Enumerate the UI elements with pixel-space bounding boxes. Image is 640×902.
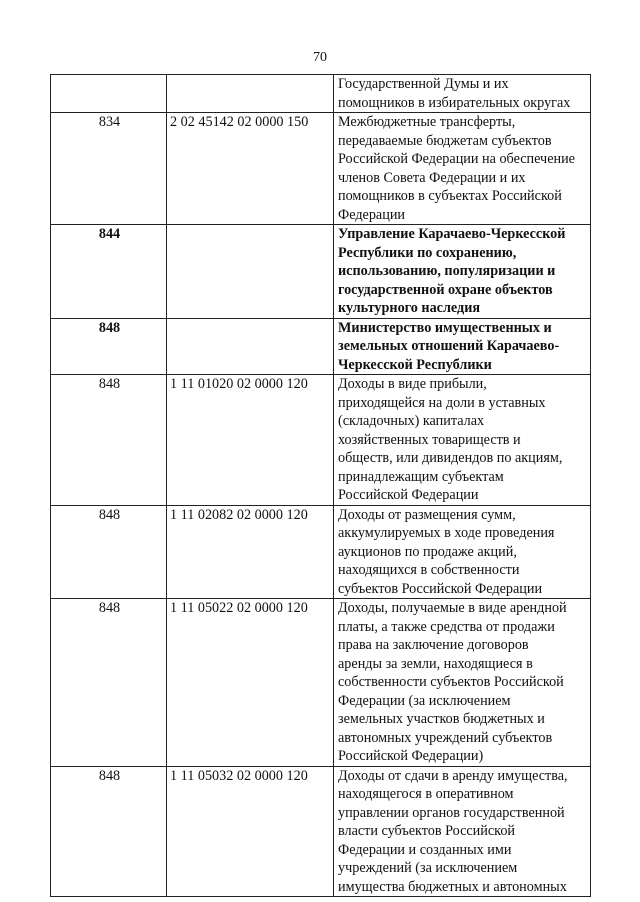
- revenue-name-line: Республики по сохранению,: [338, 244, 517, 261]
- revenue-name-line: (складочных) капиталах: [338, 413, 485, 429]
- revenue-name-line: помощников в избирательных округах: [338, 94, 571, 111]
- revenue-name-cell: [334, 599, 591, 767]
- table-row: [51, 75, 591, 113]
- revenue-name-line: субъектов Российской Федерации: [338, 580, 543, 597]
- kbk-code-cell: [167, 225, 334, 319]
- kbk-code-cell: 1 11 01020 02 0000 120: [167, 375, 334, 506]
- revenue-name-line: собственности субъектов Российской: [338, 674, 564, 690]
- revenue-name-line: Российской Федерации на обеспечение: [338, 151, 575, 167]
- kbk-code-cell: 1 11 05032 02 0000 120: [167, 766, 334, 897]
- revenue-name-line: приходящейся на доли в уставных: [338, 394, 546, 411]
- kbk-code-cell: 2 02 45142 02 0000 150: [167, 113, 334, 225]
- admin-code-cell: [51, 75, 167, 113]
- revenue-name-line: управлении органов государственной: [338, 804, 565, 821]
- revenue-name-line: Доходы, получаемые в виде арендной: [338, 600, 567, 616]
- kbk-code-cell: [167, 318, 334, 375]
- revenue-name-line: Доходы в виде прибыли,: [338, 376, 487, 392]
- revenue-name-cell: [334, 318, 591, 375]
- revenue-name-line: права на заключение договоров: [338, 637, 529, 653]
- revenue-name-line: членов Совета Федерации и их: [338, 169, 526, 186]
- revenue-name-line: принадлежащим субъектам: [338, 468, 504, 485]
- revenue-name-line: власти субъектов Российской: [338, 823, 516, 839]
- revenue-name-line: платы, а также средства от продажи: [338, 618, 555, 635]
- revenue-name-line: Федерации и созданных ими: [338, 841, 512, 858]
- revenue-name-line: Управление Карачаево-Черкесской: [338, 226, 566, 242]
- admin-code-cell: 848: [51, 375, 167, 506]
- revenue-name-line: имущества бюджетных и автономных: [338, 878, 567, 895]
- revenue-name-line: находящихся в собственности: [338, 562, 520, 578]
- revenue-name-cell: [334, 113, 591, 225]
- revenue-name-line: Доходы от сдачи в аренду имущества,: [338, 767, 568, 784]
- revenue-name-line: автономных учреждений субъектов: [338, 729, 553, 746]
- revenue-name-line: обществ, или дивидендов по акциям,: [338, 450, 563, 466]
- revenue-name-line: аренды за земли, находящиеся в: [338, 655, 533, 672]
- revenue-name-line: использованию, популяризации и: [338, 263, 556, 279]
- revenue-name-line: помощников в субъектах Российской: [338, 188, 562, 204]
- revenue-name-line: Федерации (за исключением: [338, 692, 511, 709]
- table-row: [51, 505, 591, 599]
- revenue-name-line: земельных участков бюджетных и: [338, 711, 545, 727]
- revenue-name-line: земельных отношений Карачаево-: [338, 338, 560, 354]
- revenue-name-line: Российской Федерации: [338, 487, 479, 503]
- revenue-name-cell: [334, 505, 591, 599]
- revenue-name-line: Российской Федерации): [338, 748, 484, 764]
- table-row: [51, 318, 591, 375]
- admin-code-cell: 844: [51, 225, 167, 319]
- admin-code-cell: 848: [51, 318, 167, 375]
- revenue-codes-table: [50, 74, 591, 897]
- admin-code-cell: 848: [51, 766, 167, 897]
- admin-code-cell: 834: [51, 113, 167, 225]
- revenue-name-line: Министерство имущественных и: [338, 319, 552, 336]
- revenue-name-cell: [334, 375, 591, 506]
- admin-code-cell: 848: [51, 505, 167, 599]
- revenue-name-line: Доходы от размещения сумм,: [338, 506, 516, 523]
- admin-code-cell: 848: [51, 599, 167, 767]
- revenue-name-line: хозяйственных товариществ и: [338, 431, 521, 448]
- kbk-code-cell: [167, 75, 334, 113]
- table-body: [51, 75, 591, 897]
- revenue-name-line: аукционов по продаже акций,: [338, 543, 517, 560]
- table-row: [51, 113, 591, 225]
- revenue-name-line: находящегося в оперативном: [338, 786, 514, 802]
- revenue-name-line: Государственной Думы и их: [338, 76, 509, 92]
- kbk-code-cell: 1 11 02082 02 0000 120: [167, 505, 334, 599]
- revenue-name-line: передаваемые бюджетам субъектов: [338, 132, 552, 149]
- revenue-name-line: аккумулируемых в ходе проведения: [338, 525, 555, 541]
- page-number: 70: [313, 50, 327, 65]
- table-row: [51, 375, 591, 506]
- revenue-name-line: Черкесской Республики: [338, 356, 492, 373]
- table-row: [51, 599, 591, 767]
- revenue-name-line: учреждений (за исключением: [338, 860, 518, 876]
- revenue-name-line: Федерации: [338, 206, 406, 223]
- kbk-code-cell: 1 11 05022 02 0000 120: [167, 599, 334, 767]
- revenue-name-line: Межбюджетные трансферты,: [338, 114, 516, 130]
- revenue-name-cell: [334, 75, 591, 113]
- revenue-name-cell: [334, 225, 591, 319]
- revenue-name-line: государственной охране объектов: [338, 281, 553, 298]
- table-row: [51, 225, 591, 319]
- revenue-name-line: культурного наследия: [338, 300, 481, 316]
- revenue-name-cell: [334, 766, 591, 897]
- table-row: [51, 766, 591, 897]
